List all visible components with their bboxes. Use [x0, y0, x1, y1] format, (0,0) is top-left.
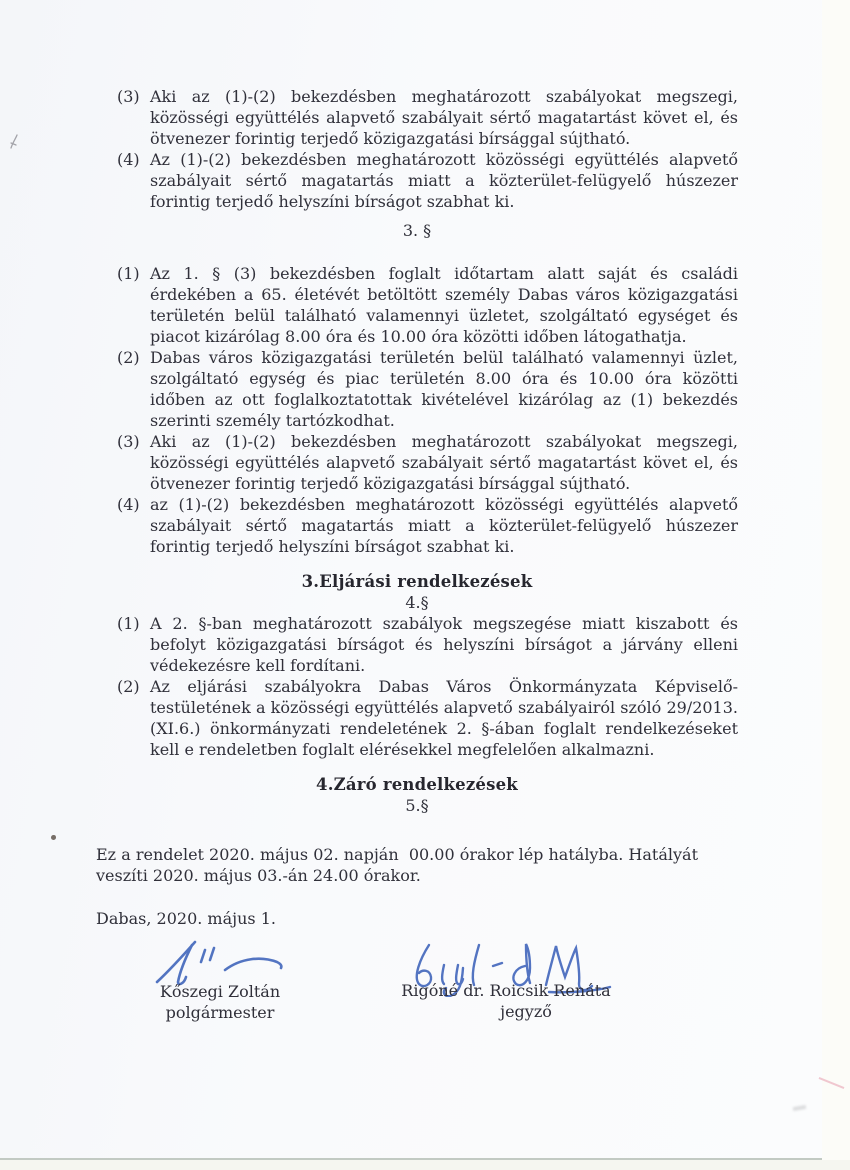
dateline: Dabas, 2020. május 1. [96, 909, 276, 928]
item-marker: (4) [117, 150, 140, 169]
item-marker: (4) [117, 495, 140, 514]
item-marker: (2) [117, 348, 140, 367]
item-text: Az eljárási szabályokra Dabas Város Önkormányzata Képviselő-testületének a közösségi együttélés alapvető szabályairól szóló 29/2013. (XI.6.) önkormányzati rendeletének 2. §-ában foglalt rendelkezéseket kell e rendeletben foglalt elérésekkel megfelelően alkalmazni. [150, 677, 738, 759]
paragraph-4-1 [96, 613, 738, 676]
item-text: Az 1. § (3) bekezdésben foglalt időtartam alatt saját és családi érdekében a 65. életévét betöltött személy Dabas város közigazgatási területén belül található valamennyi üzletet, szolgáltató egységet és piacot kizárólag 8.00 óra és 10.00 óra közötti időben látogathatja. [150, 264, 738, 346]
paragraph-3-2 [96, 347, 738, 431]
paragraph-2-3 [96, 86, 738, 149]
item-text: Az (1)-(2) bekezdésben meghatározott közösségi együttélés alapvető szabályait sértő magatartás miatt a közterület-felügyelő húszezer forintig terjedő helyszíni bírságot szabhat ki. [150, 150, 738, 211]
item-text: A 2. §-ban meghatározott szabályok megszegése miatt kiszabott és befolyt közigazgatási bírságot és helyszíni bírságot a járvány elleni védekezésre kell fordítani. [150, 614, 738, 675]
document-body [96, 86, 738, 1023]
paragraph-3-3 [96, 431, 738, 494]
chapter-heading-zaro: 4.Záró rendelkezések [316, 775, 518, 794]
item-marker: (1) [117, 264, 140, 283]
item-marker: (3) [117, 432, 140, 451]
signatory-name-mayor: Kőszegi Zoltán [159, 982, 281, 1001]
item-marker: (1) [117, 614, 140, 633]
scanner-background-right [822, 0, 850, 1170]
ink-dot-artifact [51, 835, 56, 840]
pencil-mark-artifact [8, 134, 20, 150]
section-heading-5: 5.§ [405, 796, 429, 815]
paragraph-3-1 [96, 263, 738, 347]
item-text: Dabas város közigazgatási területén belül található valamennyi üzlet, szolgáltató egység és piac területén 8.00 óra és 10.00 óra közötti időben az ott foglalkoztatottak kivételével kizárólag az (1) bekezdés szerinti személy tartózkodhat. [150, 348, 738, 430]
section-heading-4: 4.§ [405, 593, 429, 612]
paragraph-4-2 [96, 676, 738, 760]
scanner-background-bottom [0, 1160, 850, 1170]
signatory-role-mayor: polgármester [165, 1003, 275, 1022]
signature-row [96, 937, 738, 1023]
paragraph-3-4 [96, 494, 738, 557]
item-marker: (3) [117, 87, 140, 106]
chapter-heading-eljarasi: 3.Eljárási rendelkezések [301, 572, 533, 591]
item-text: Aki az (1)-(2) bekezdésben meghatározott szabályokat megszegi, közösségi együttélés alapvető szabályait sértő magatartást követ el, és ötvenezer forintig terjedő közigazgatási bírsággal sújtható. [150, 87, 738, 148]
section-heading-3: 3. § [402, 221, 432, 240]
signatory-role-notary: jegyző [500, 1002, 552, 1021]
closing-paragraph: Ez a rendelet 2020. május 02. napján 00.00 órakor lép hatályba. Hatályát veszíti 2020. május 03.-án 24.00 órakor. [96, 845, 704, 885]
signatory-name-notary: Rigóné dr. Roicsik Renáta [401, 981, 611, 1000]
paragraph-2-4 [96, 149, 738, 212]
item-text: az (1)-(2) bekezdésben meghatározott közösségi együttélés alapvető szabályait sértő magatartás miatt a közterület-felügyelő húszezer forintig terjedő helyszíni bírságot szabhat ki. [150, 495, 738, 556]
signature-ink-mayor [145, 937, 295, 987]
item-text: Aki az (1)-(2) bekezdésben meghatározott szabályokat megszegi, közösségi együttélés alapvető szabályait sértő magatartást követ el, és ötvenezer forintig terjedő közigazgatási bírsággal sújtható. [150, 432, 738, 493]
signature-block-mayor [110, 937, 330, 1023]
signature-block-notary [376, 937, 636, 1023]
item-marker: (2) [117, 677, 140, 696]
